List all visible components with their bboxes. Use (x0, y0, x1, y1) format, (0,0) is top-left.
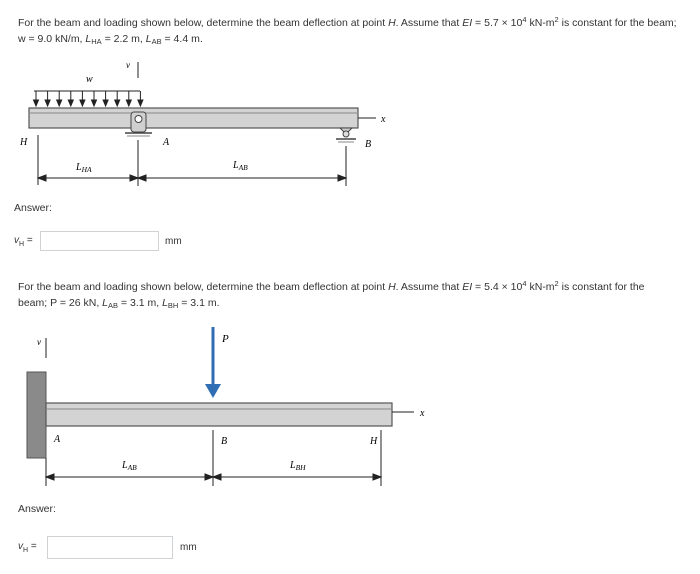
point-load-p-arrow (205, 327, 221, 398)
problem1-statement: For the beam and loading shown below, determine the beam deflection at point H. Assume that EI = $5.7 \times 10^4$ $kN-m^2$ is constant for the beam; w = 9.0 kN/m, $L_{HA} = 2.2$ m, $L_{AB} = 4.4$ m. (18, 15, 677, 46)
dimension-lbh (213, 474, 381, 480)
point-h-label: H (20, 137, 28, 148)
point-a-label: A (163, 137, 170, 148)
problem1-answer-label: Answer: (14, 202, 52, 214)
x-axis-label: x (381, 114, 386, 125)
lab-label: $L_{AB}$ (122, 460, 137, 472)
dimension-lab (46, 474, 213, 480)
problem1-variable-label: $v_H$ = (14, 235, 33, 248)
fixed-wall-support (27, 372, 46, 458)
x-axis-label: x (420, 408, 425, 419)
problem2-answer-label: Answer: (18, 503, 56, 515)
problem2-unit-label: mm (180, 542, 197, 553)
point-a-label: A (54, 434, 61, 445)
problem2-statement: For the beam and loading shown below, determine the beam deflection at point H. Assume that EI = $5.4 \times 10^4$ $kN-m^2$ is constant for the beam; P = 26 kN, $L_{AB} = 3.1$ m, $L_{BH} = 3.1$ m. (18, 279, 645, 310)
load-p-label: P (222, 333, 229, 345)
beam-2 (46, 403, 392, 426)
w-label: w (86, 74, 93, 85)
v-axis-label: v (126, 60, 130, 70)
lha-label: $L_{HA}$ (76, 162, 92, 174)
point-h-label: H (370, 436, 378, 447)
v-axis-label: v (37, 337, 41, 347)
problem2-answer-input[interactable] (47, 536, 173, 559)
point-b-label: B (221, 436, 228, 447)
lab-label: $L_{AB}$ (233, 160, 248, 172)
point-b-label: B (365, 139, 372, 150)
problem2-variable-label: $v_H$ = (18, 541, 37, 554)
problem1-unit-label: mm (165, 236, 182, 247)
lbh-label: $L_{BH}$ (290, 460, 306, 472)
